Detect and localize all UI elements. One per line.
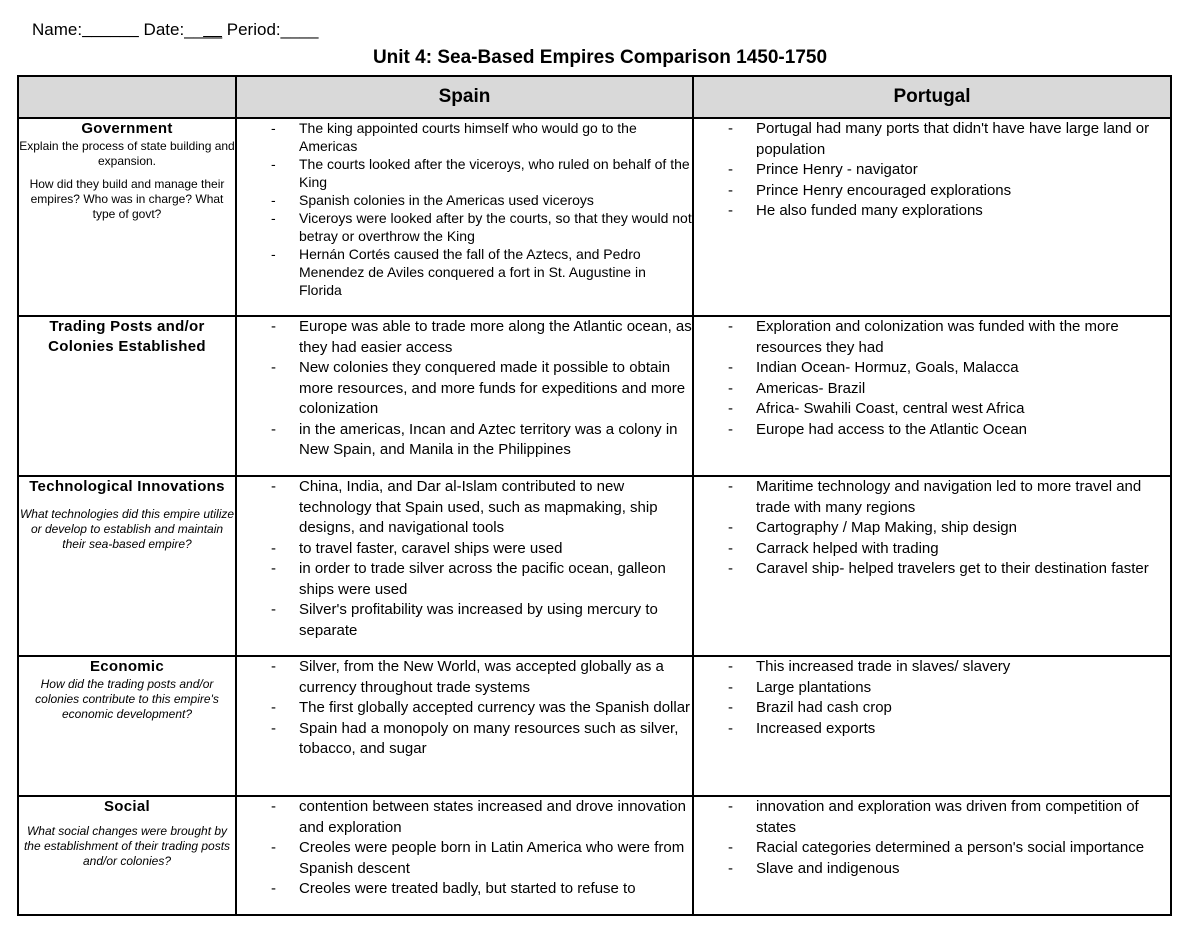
period-blank: ____ [280,20,319,39]
portugal-trading-cell [693,316,1171,476]
list-item: - in order to trade silver across the pacific ocean, galleon ships were used [237,559,692,600]
row-description: What social changes were brought by the establishment of their trading posts and/or colonies? [23,824,231,868]
list-item: - This increased trade in slaves/ slavery [694,657,1170,678]
list-item: - contention between states increased and drove innovation and exploration [237,797,692,838]
list-item: - The courts looked after the viceroys, who ruled on behalf of the King [237,155,692,191]
list-item: - Racial categories determined a person's social importance [694,838,1170,859]
row-header-trading-posts [18,316,236,476]
page-title: Unit 4: Sea-Based Empires Comparison 1450-1750 [372,47,828,68]
row-description: How did the trading posts and/or colonies contribute to this empire's economic development? [35,677,219,721]
list-item: - Slave and indigenous [694,859,1170,880]
row-title: Social [104,798,150,815]
list-item: - Portugal had many ports that didn't have have large land or population [694,119,1170,160]
row-header-government [18,118,236,316]
list-item: - Spanish colonies in the Americas used viceroys [237,191,692,209]
spain-economic-cell [236,656,693,796]
date-label: Date: [143,20,185,39]
list-item: - Spain had a monopoly on many resources such as silver, tobacco, and sugar [237,719,692,760]
list-item: - Large plantations [694,678,1170,699]
portugal-tech-cell [693,476,1171,656]
portugal-social-cell [693,796,1171,915]
row-description: How did they build and manage their empires? Who was in charge? What type of govt? [29,177,225,221]
list-item: - The first globally accepted currency was the Spanish dollar [237,698,692,719]
row-title: Technological Innovations [29,478,225,495]
list-item: - Creoles were treated badly, but started to refuse to [237,879,692,900]
table-header-row [18,76,1171,118]
list-item: - Prince Henry - navigator [694,160,1170,181]
list-item: - Brazil had cash crop [694,698,1170,719]
list-item: - Creoles were people born in Latin America who were from Spanish descent [237,838,692,879]
row-header-economic [18,656,236,796]
list-item: - Silver, from the New World, was accepted globally as a currency throughout trade systems [237,657,692,698]
row-header-social [18,796,236,915]
list-item: - Prince Henry encouraged explorations [694,181,1170,202]
list-item: - Viceroys were looked after by the courts, so that they would not betray or overthrow the King [237,209,692,245]
portugal-economic-cell [693,656,1171,796]
list-item: - Europe was able to trade more along the Atlantic ocean, as they had easier access [237,317,692,358]
table-row [18,476,1171,656]
list-item: - Americas- Brazil [694,379,1170,400]
list-item: - Maritime technology and navigation led to more travel and trade with many regions [694,477,1170,518]
table-row [18,656,1171,796]
portugal-government-cell [693,118,1171,316]
list-item: - in the americas, Incan and Aztec territory was a colony in New Spain, and Manila in the Philippines [237,420,692,461]
period-label: Period: [226,20,281,39]
list-item: - Cartography / Map Making, ship design [694,518,1170,539]
list-item: - Exploration and colonization was funded with the more resources they had [694,317,1170,358]
spain-social-cell [236,796,693,915]
list-item: - China, India, and Dar al-Islam contributed to new technology that Spain used, such as mapmaking, ship designs, and navigational tools [237,477,692,539]
table-row [18,796,1171,915]
list-item: - Indian Ocean- Hormuz, Goals, Malacca [694,358,1170,379]
row-header-technological [18,476,236,656]
list-item: - New colonies they conquered made it possible to obtain more resources, and more funds for expeditions and more colonization [237,358,692,420]
table-row [18,118,1171,316]
list-item: - to travel faster, caravel ships were used [237,539,692,560]
date-blank-underlined: __ [203,20,223,39]
spain-tech-cell [236,476,693,656]
header-cell-blank [18,76,236,118]
list-item: - Africa- Swahili Coast, central west Africa [694,399,1170,420]
spain-government-cell [236,118,693,316]
list-item: - The king appointed courts himself who would go to the Americas [237,119,692,155]
student-info-line [32,20,318,40]
header-cell-portugal: Portugal [693,76,1171,118]
list-item: - Caravel ship- helped travelers get to their destination faster [694,559,1170,580]
list-item: - Increased exports [694,719,1170,740]
row-title: Economic [89,658,165,675]
spain-trading-cell [236,316,693,476]
name-label: Name: [32,20,83,39]
row-title: Trading Posts and/or Colonies Established [48,318,206,355]
list-item: - Silver's profitability was increased by using mercury to separate [237,600,692,641]
list-item: - innovation and exploration was driven from competition of states [694,797,1170,838]
row-description: What technologies did this empire utilize or develop to establish and maintain their sea-based empire? [19,507,235,551]
list-item: - Hernán Cortés caused the fall of the Aztecs, and Pedro Menendez de Aviles conquered a fort in St. Augustine in Florida [237,245,692,299]
list-item: - Carrack helped with trading [694,539,1170,560]
header-cell-spain: Spain [236,76,693,118]
name-blank: ______ [82,20,139,39]
list-item: - He also funded many explorations [694,201,1170,222]
table-row [18,316,1171,476]
list-item: - Europe had access to the Atlantic Ocean [694,420,1170,441]
date-blank: __ [184,20,204,39]
row-description: Explain the process of state building and expansion. [19,139,235,168]
row-title: Government [81,120,173,137]
comparison-table [17,75,1172,916]
